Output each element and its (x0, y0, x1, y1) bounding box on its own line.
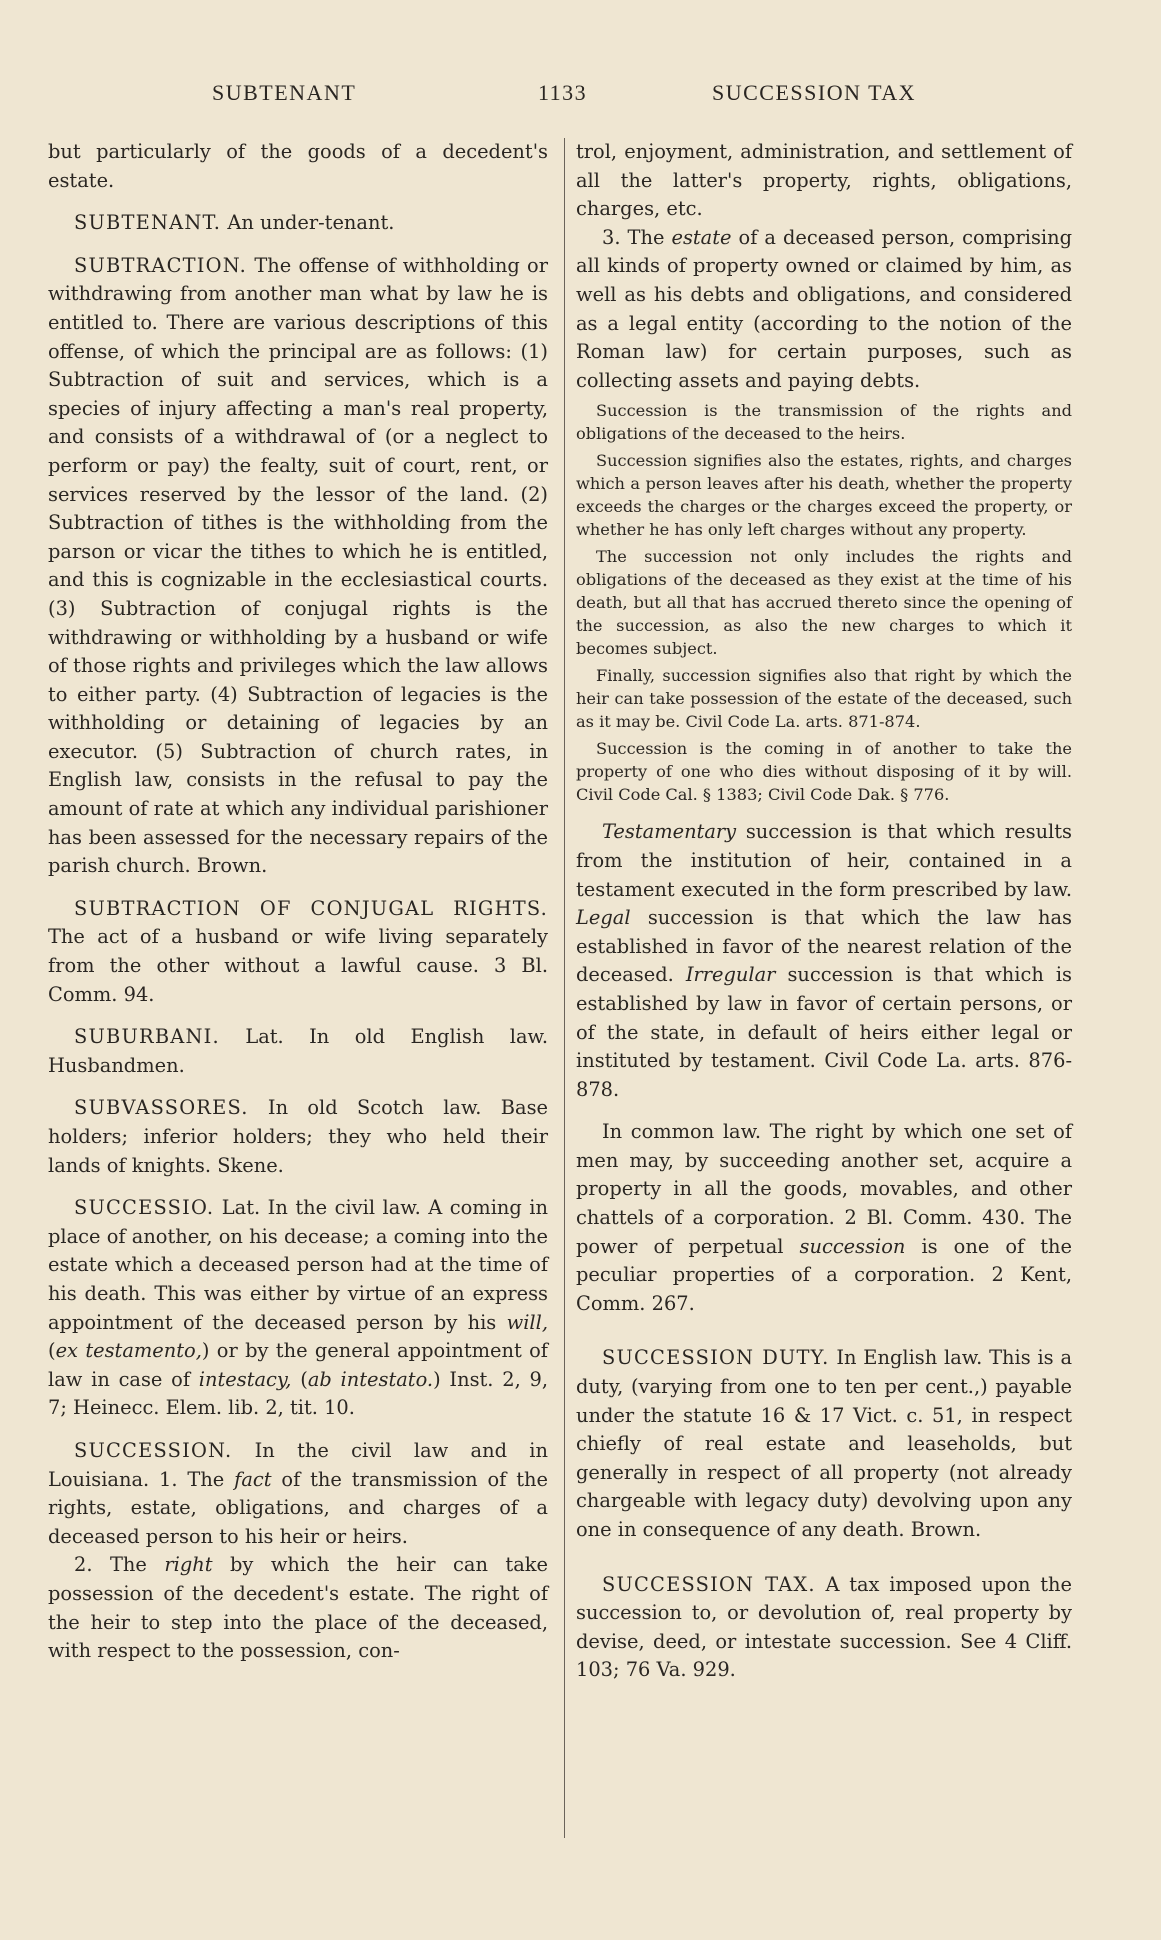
italic-term: estate (671, 225, 732, 249)
testamentary-paragraph (576, 818, 1072, 1104)
definition-text: ) or by the general appointment of law in case of (48, 1339, 548, 1391)
italic-term: Testamentary (602, 820, 737, 844)
left-column (48, 138, 548, 1666)
definition-text: In the civil law and in Louisiana. 1. The (48, 1438, 548, 1491)
entry-headword: SUCCESSION DUTY. (602, 1346, 830, 1370)
entry-headword: SUBURBANI. (74, 1025, 220, 1049)
definition-text: Lat. In the civil law. A coming in place of another, on his decease; a coming into the estate which a deceased person had at the time of his death. This was either by virtue of an express appointment of the deceased person by his (48, 1196, 548, 1334)
note-paragraph: Succession is the coming in of another to take the property of one who dies without disposing of it by will. Civil Code Cal. § 1383; Civil Code Dak. § 776. (576, 739, 1072, 805)
italic-term: Irregular (685, 963, 776, 987)
definition-text: succession is that which the law has established in favor of the nearest relation of the deceased. (576, 906, 1072, 987)
entry-definition: Lat. In old English law. Husbandmen. (48, 1025, 548, 1077)
definition-text: by which the heir can take possession of the decedent's estate. The right of the heir to step into the place of the deceased, with respect to the possession, con- (48, 1553, 548, 1663)
entry-subtraction-conjugal-rights (48, 895, 548, 1009)
entry-definition: A tax imposed upon the succession to, or devolution of, real property by devise, deed, or intestate succession. See 4 Cliff. 103; 76 Va. 929. (576, 1572, 1072, 1682)
entry-succession-tax (576, 1571, 1072, 1685)
continued-paragraph: trol, enjoyment, administration, and settlement of all the latter's property, rights, obligations, charges, etc. (576, 140, 1072, 221)
header-last-entry: SUCCESSION TAX (712, 80, 917, 105)
entry-headword: SUCCESSION TAX. (602, 1572, 816, 1596)
entry-definition: In old Scotch law. Base holders; inferior holders; they who held their lands of knights. Skene. (48, 1096, 548, 1177)
entry-definition: The act of a husband or wife living separately from the other without a lawful cause. 3 Bl. Comm. 94. (48, 925, 548, 1006)
entry-headword: SUBTRACTION. (74, 253, 248, 277)
entry-subtraction (48, 252, 548, 881)
entry-successio (48, 1194, 548, 1423)
running-head (0, 80, 1161, 112)
italic-term: succession (799, 1234, 906, 1258)
definition-text: 3. The (602, 225, 665, 249)
definition-text: is one of the peculiar properties of a corporation. 2 Kent, Comm. 267. (576, 1234, 1072, 1315)
entry-headword: SUCCESSION. (74, 1438, 233, 1462)
note-paragraph: The succession not only includes the rights and obligations of the deceased as they exist at the time of his death, but all that has accrued thereto since the opening of the succession, as also the new charges to which it becomes subject. (576, 547, 1072, 659)
definition-text: succession is that which is established by law in favor of certain persons, or of the state, in default of heirs either legal or instituted by testament. Civil Code La. arts. 876-878. (576, 963, 1072, 1101)
italic-term: Legal (576, 906, 631, 930)
page-number: 1133 (538, 80, 588, 105)
definition-text: ) Inst. 2, 9, 7; Heinecc. Elem. lib. 2, tit. 10. (48, 1367, 548, 1420)
definition-text: succession is that which results from the institution of heir, contained in a testament executed in the form prescribed by law. (576, 820, 1072, 901)
entry-definition: The offense of withholding or withdrawing from another man what by law he is entitled to. There are various descriptions of this offense, of which the principal are as follows: (1) Subtraction of suit and services, which is a species of injury affecting a man's real property, and consists of a withdrawal of (or a neglect to perform or pay) the fealty, suit of court, rent, or services reserved by the lessor of the land. (2) Subtraction of tithes is the withholding from the parson or vicar the tithes to which he is entitled, and this is cognizable in the ecclesiastical courts. (3) Subtraction of conjugal rights is the withdrawing or withholding by a husband or wife of those rights and privileges which the law allows to either party. (4) Subtraction of legacies is the withholding or detaining of legacies by an executor. (5) Subtraction of church rates, in English law, consists in the refusal to pay the amount of rate at which any individual parishioner has been assessed for the necessary repairs of the parish church. Brown. (48, 253, 548, 878)
definition-text: of a deceased person, comprising all kinds of property owned or claimed by him, as well as his debts and obligations, and considered as a legal entity (according to the notion of the Roman law) for certain purposes, such as collecting assets and paying debts. (576, 225, 1072, 392)
common-law-paragraph (576, 1118, 1072, 1318)
italic-term: intestacy, (198, 1367, 292, 1391)
entry-succession (48, 1437, 548, 1551)
italic-term: ex testamento, (55, 1339, 202, 1363)
definition-text: 2. The (74, 1553, 147, 1577)
entry-definition: In English law. This is a duty, (varying from one to ten per cent.,) payable under the statute 16 & 17 Vict. c. 51, in respect chiefly of real estate and leaseholds, but generally in respect of all property (not already chargeable with legacy duty) devolving upon any one in consequence of any death. Brown. (576, 1346, 1072, 1541)
note-paragraph: Succession signifies also the estates, rights, and charges which a person leaves after his death, whether the property exceeds the charges or the charges exceed the property, or whether he has only left charges without any property. (576, 451, 1072, 540)
column-divider (564, 138, 565, 1838)
entry-headword: SUCCESSIO. (74, 1196, 215, 1220)
succession-sense-3 (576, 224, 1072, 396)
entry-suburbani (48, 1023, 548, 1080)
right-column (576, 138, 1072, 1685)
italic-term: right (164, 1553, 213, 1577)
header-first-entry: SUBTENANT (212, 80, 357, 105)
entry-subtenant (48, 209, 548, 238)
entry-succession-duty (576, 1344, 1072, 1544)
continued-paragraph: but particularly of the goods of a decedent's estate. (48, 140, 548, 192)
italic-term: fact (234, 1467, 272, 1491)
succession-sense-2 (48, 1551, 548, 1665)
italic-term: will, (506, 1310, 548, 1334)
entry-headword: SUBTENANT. (74, 211, 222, 235)
definition-text: In common law. The right by which one set of men may, by succeeding another set, acquire a property in all the goods, movables, and other chattels of a corporation. 2 Bl. Comm. 430. The power of perpetual (576, 1120, 1072, 1258)
entry-headword: SUBTRACTION OF CONJUGAL RIGHTS. (74, 896, 548, 920)
definition-text: of the transmission of the rights, estate, obligations, and charges of a deceased person to his heir or heirs. (48, 1467, 548, 1548)
definition-text: ( (48, 1339, 56, 1363)
entry-headword: SUBVASSORES. (74, 1096, 249, 1120)
italic-term: ab intestato. (307, 1367, 434, 1391)
entry-subvassores (48, 1094, 548, 1180)
note-paragraph: Succession is the transmission of the rights and obligations of the deceased to the heirs. (576, 401, 1072, 444)
note-paragraph: Finally, succession signifies also that right by which the heir can take possession of the estate of the deceased, such as it may be. Civil Code La. arts. 871-874. (576, 666, 1072, 732)
definition-text: ( (300, 1367, 308, 1391)
entry-definition: An under-tenant. (227, 211, 395, 235)
